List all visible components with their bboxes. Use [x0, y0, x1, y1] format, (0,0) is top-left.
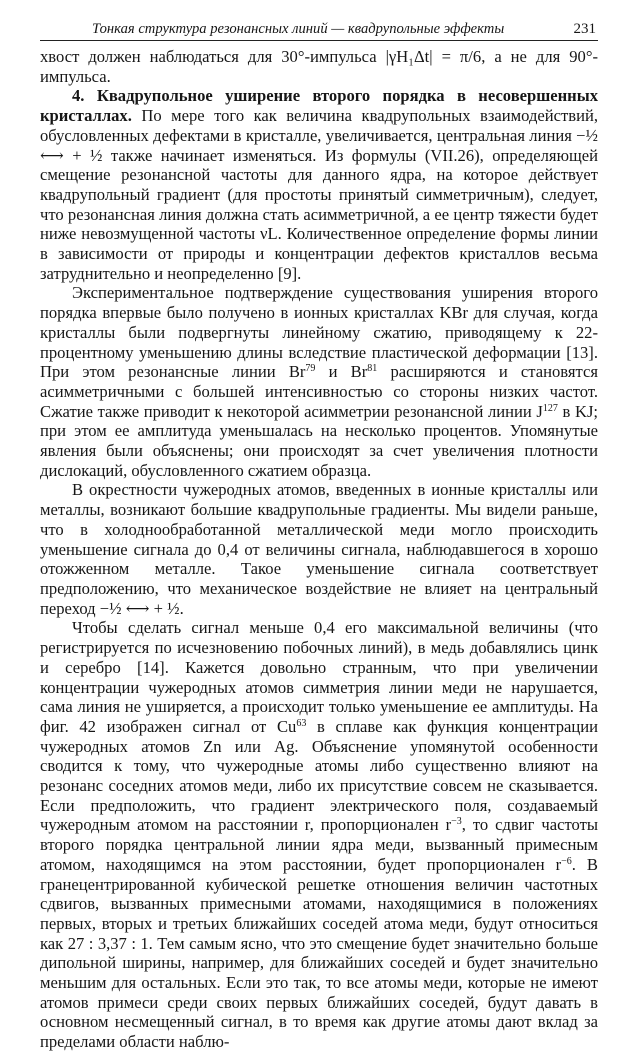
- paragraph-section-4: 4. Квадрупольное уширение второго порядка в несовершенных кристаллах. По мере того как величина квадрупольных взаимодействий, обусловленных дефектами в кристалле, увеличивается, центральная линия −½ ⟷ + ½ также начинает изменяться. Из формулы (VII.26), определяющей смещение резонансной частоты для данного ядра, на которое действует квадрупольный градиент (для простоты принятый симметричным), следует, что резонансная линия должна стать асимметричной, а ее центр тяжести будет ниже невозмущенной частоты νL. Количественное определение формы линии в зависимости от природы и концентрации дефектов кристаллов весьма затруднительно и неопределенно [9].: [40, 86, 598, 283]
- running-header: [40, 20, 598, 41]
- paragraph-continuation: хвост должен наблюдаться для 30°-импульса |γH₁Δt| = π/6, а не для 90°-импульса.: [40, 47, 598, 86]
- section-heading: 4. Квадрупольное уширение второго порядка в несовершенных кристаллах.: [40, 86, 598, 126]
- book-page: [40, 20, 598, 1052]
- page-body: [40, 47, 598, 1052]
- paragraph-foreign-atoms: В окрестности чужеродных атомов, введенных в ионные кристаллы или металлы, возникают большие квадрупольные градиенты. Мы видели раньше, что в холоднообработанной металлической меди могло происходить уменьшение сигнала до 0,4 от величины сигнала, наблюдавшегося в хорошо отожженном металле. Такое уменьшение сигнала соответствует предположению, что механическое воздействие не влияет на центральный переход −½ ⟷ + ½.: [40, 480, 598, 618]
- page-number: 231: [573, 21, 596, 37]
- paragraph-experimental: Экспериментальное подтверждение существования уширения второго порядка впервые было получено в ионных кристаллах KBr для случая, когда кристаллы были подвергнуты линейному сжатию, приводящему к 22-процентному уменьшению длины вследствие пластической деформации [13]. При этом резонансные линии Br$^{79}$ и Br$^{81}$ расширяются и становятся асимметричными с большей интенсивностью со стороны низких частот. Сжатие также приводит к некоторой асимметрии резонансной линии $J^{127}$ в KJ; при этом ее амплитуда уменьшалась на несколько процентов. Упомянутые явления были объяснены; они происходят за счет увеличения плотности дислокаций, обусловленного сжатием образца.: [40, 283, 599, 480]
- paragraph-zinc-silver: Чтобы сделать сигнал меньше 0,4 его максимальной величины (что регистрируется по исчезновению побочных линий), в медь добавлялись цинк и серебро [14]. Кажется довольно странным, что при увеличении концентрации чужеродных атомов симметрия линии меди не нарушается, сама линия не уширяется, а происходит только уменьшение ее амплитуды. На фиг. 42 изображен сигнал от Cu$^{63}$ в сплаве как функция концентрации чужеродных атомов Zn или Ag. Объяснение упомянутой особенности сводится к тому, что чужеродные атомы либо существенно влияют на резонанс соседних атомов меди, либо их присутствие совсем не сказывается. Если предположить, что градиент электрического поля, создаваемый чужеродным атомом на расстоянии r, пропорционален $r^{-3}$, то сдвиг частоты второго порядка центральной линии ядра меди, вызванный примесным атомом, находящимся на этом расстоянии, будет пропорционален $r^{-6}$. В гранецентрированной кубической решетке отношения величин частотных сдвигов, вызванных примесными атомами, находящимися в положениях первых, вторых и третьих ближайших соседей атома меди, будут относиться как 27 : 3,37 : 1. Тем самым ясно, что это смещение будет значительно больше дипольной ширины, например, для ближайших соседей и будет значительно меньшим для остальных. Если это так, то все атомы меди, которые не имеют атомов примеси среди своих первых ближайших соседей, будут давать в основном несмещенный сигнал, в то время как другие атомы дают вклад за пределами области наблю-: [40, 618, 599, 1052]
- running-title: Тонкая структура резонансных линий — квадрупольные эффекты: [92, 21, 505, 37]
